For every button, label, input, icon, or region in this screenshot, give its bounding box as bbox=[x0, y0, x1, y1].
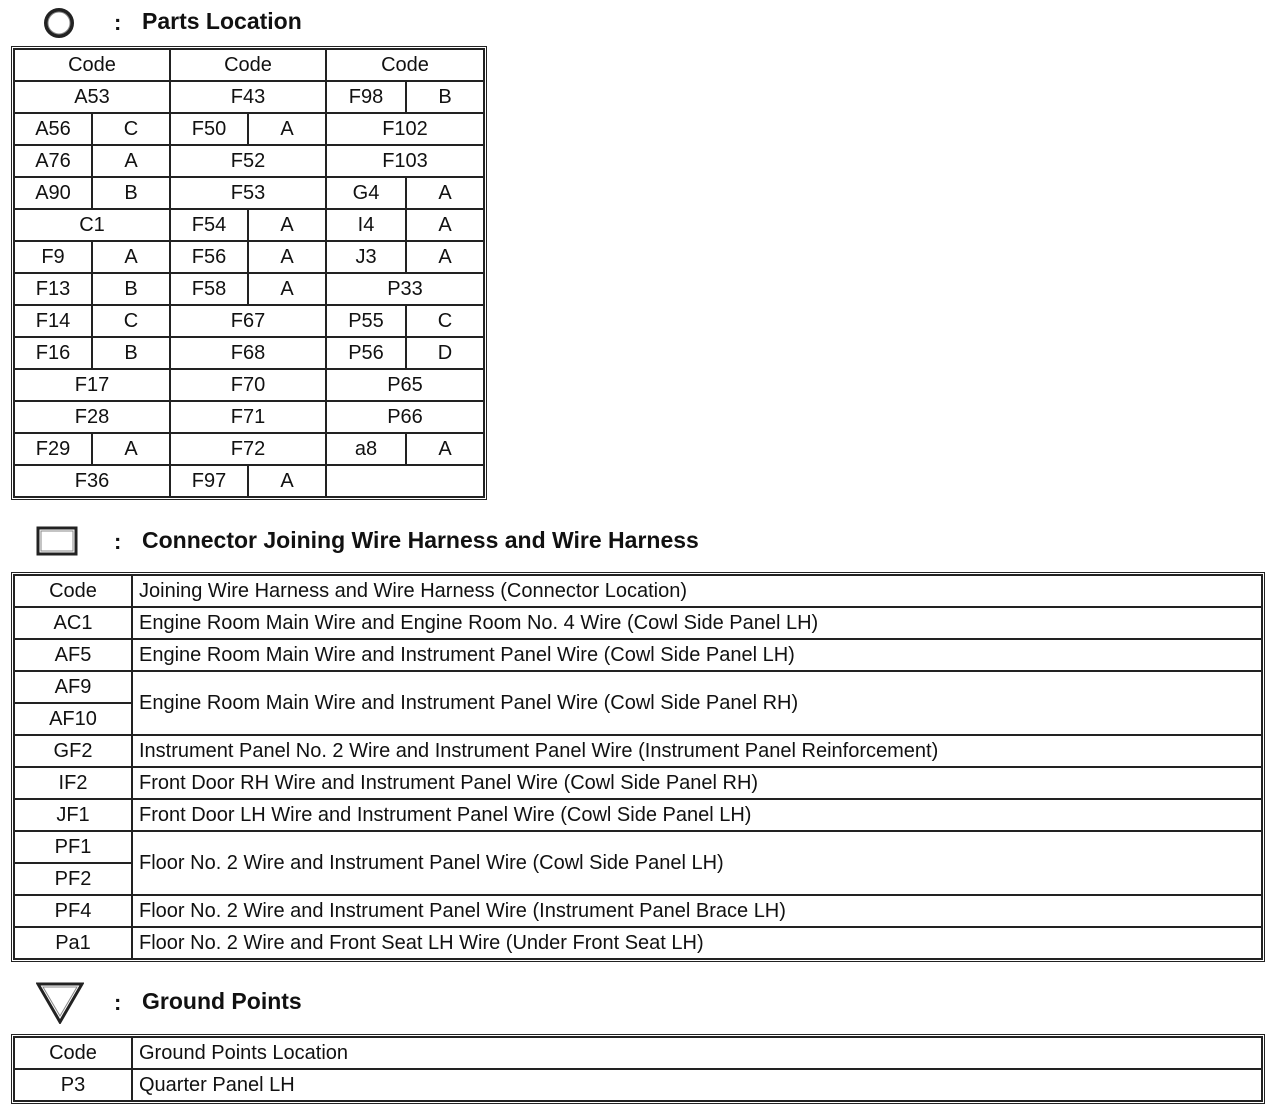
parts-row bbox=[14, 305, 484, 337]
connector-code: PF4 bbox=[14, 895, 132, 927]
code-column-header: Code bbox=[14, 1037, 132, 1069]
part-code: F70 bbox=[170, 369, 326, 401]
part-location-letter: C bbox=[92, 305, 170, 337]
part-location-letter: A bbox=[92, 145, 170, 177]
location-column-header: Ground Points Location bbox=[132, 1037, 1262, 1069]
ground-row bbox=[14, 1069, 1262, 1101]
connector-row bbox=[14, 895, 1262, 927]
part-code: A53 bbox=[14, 81, 170, 113]
connector-description: Instrument Panel No. 2 Wire and Instrument Panel Wire (Instrument Panel Reinforcement) bbox=[132, 735, 1262, 767]
connector-code: PF1 bbox=[14, 831, 132, 863]
connector-row bbox=[14, 767, 1262, 799]
parts-colon: : bbox=[114, 10, 122, 35]
triangle-symbol-icon bbox=[36, 982, 84, 1024]
part-code: F54 bbox=[170, 209, 248, 241]
part-code: P55 bbox=[326, 305, 406, 337]
part-code: C1 bbox=[14, 209, 170, 241]
ground-header-row bbox=[14, 1037, 1262, 1069]
connector-row bbox=[14, 735, 1262, 767]
part-location-letter: D bbox=[406, 337, 484, 369]
part-code: F98 bbox=[326, 81, 406, 113]
connector-row bbox=[14, 831, 1262, 863]
parts-row bbox=[14, 209, 484, 241]
connector-row bbox=[14, 607, 1262, 639]
part-code: F102 bbox=[326, 113, 484, 145]
parts-header-row bbox=[14, 49, 484, 81]
part-code: F29 bbox=[14, 433, 92, 465]
part-code: F14 bbox=[14, 305, 92, 337]
column-header: Code bbox=[14, 49, 170, 81]
parts-row bbox=[14, 241, 484, 273]
part-location-letter: A bbox=[248, 209, 326, 241]
part-code bbox=[326, 465, 484, 497]
parts-row bbox=[14, 273, 484, 305]
part-code: F58 bbox=[170, 273, 248, 305]
connector-code: Pa1 bbox=[14, 927, 132, 959]
parts-row bbox=[14, 401, 484, 433]
connector-description: Floor No. 2 Wire and Front Seat LH Wire (Under Front Seat LH) bbox=[132, 927, 1262, 959]
connector-description: Engine Room Main Wire and Instrument Panel Wire (Cowl Side Panel RH) bbox=[132, 671, 1262, 735]
ground-points-table bbox=[11, 1034, 1265, 1104]
part-code: F13 bbox=[14, 273, 92, 305]
part-code: F67 bbox=[170, 305, 326, 337]
part-code: F52 bbox=[170, 145, 326, 177]
part-location-letter: A bbox=[92, 433, 170, 465]
rectangle-symbol-icon bbox=[36, 526, 78, 556]
connector-row bbox=[14, 671, 1262, 703]
connector-code: AF10 bbox=[14, 703, 132, 735]
part-location-letter: A bbox=[248, 273, 326, 305]
part-code: F28 bbox=[14, 401, 170, 433]
column-header: Code bbox=[170, 49, 326, 81]
part-code: P65 bbox=[326, 369, 484, 401]
description-column-header: Joining Wire Harness and Wire Harness (Connector Location) bbox=[132, 575, 1262, 607]
part-code: G4 bbox=[326, 177, 406, 209]
part-location-letter: A bbox=[248, 241, 326, 273]
part-code: P33 bbox=[326, 273, 484, 305]
part-code: F71 bbox=[170, 401, 326, 433]
part-code: F36 bbox=[14, 465, 170, 497]
part-code: F16 bbox=[14, 337, 92, 369]
connector-description: Floor No. 2 Wire and Instrument Panel Wire (Instrument Panel Brace LH) bbox=[132, 895, 1262, 927]
part-location-letter: C bbox=[406, 305, 484, 337]
part-code: I4 bbox=[326, 209, 406, 241]
part-code: F72 bbox=[170, 433, 326, 465]
part-location-letter: C bbox=[92, 113, 170, 145]
parts-row bbox=[14, 177, 484, 209]
part-code: A56 bbox=[14, 113, 92, 145]
connector-row bbox=[14, 799, 1262, 831]
part-location-letter: A bbox=[248, 113, 326, 145]
parts-row bbox=[14, 81, 484, 113]
part-code: A76 bbox=[14, 145, 92, 177]
part-code: P66 bbox=[326, 401, 484, 433]
ground-code: P3 bbox=[14, 1069, 132, 1101]
part-code: J3 bbox=[326, 241, 406, 273]
part-code: F50 bbox=[170, 113, 248, 145]
parts-row bbox=[14, 337, 484, 369]
column-header: Code bbox=[326, 49, 484, 81]
parts-row bbox=[14, 113, 484, 145]
part-code: F53 bbox=[170, 177, 326, 209]
circle-symbol-icon bbox=[42, 6, 76, 40]
part-location-letter: A bbox=[406, 433, 484, 465]
part-location-letter: B bbox=[92, 273, 170, 305]
parts-location-table bbox=[11, 46, 487, 500]
ground-colon: : bbox=[114, 990, 122, 1015]
connector-row bbox=[14, 927, 1262, 959]
parts-row bbox=[14, 145, 484, 177]
connector-code: AC1 bbox=[14, 607, 132, 639]
connector-code: GF2 bbox=[14, 735, 132, 767]
part-code: F103 bbox=[326, 145, 484, 177]
parts-row bbox=[14, 465, 484, 497]
connector-code: PF2 bbox=[14, 863, 132, 895]
part-location-letter: B bbox=[92, 177, 170, 209]
part-code: P56 bbox=[326, 337, 406, 369]
part-location-letter: A bbox=[406, 209, 484, 241]
connector-header-row bbox=[14, 575, 1262, 607]
connectors-title: Connector Joining Wire Harness and Wire Harness bbox=[142, 527, 699, 553]
connector-row bbox=[14, 639, 1262, 671]
connector-table bbox=[11, 572, 1265, 962]
part-code: F56 bbox=[170, 241, 248, 273]
connector-code: JF1 bbox=[14, 799, 132, 831]
part-location-letter: A bbox=[406, 177, 484, 209]
connector-description: Front Door RH Wire and Instrument Panel Wire (Cowl Side Panel RH) bbox=[132, 767, 1262, 799]
part-location-letter: A bbox=[248, 465, 326, 497]
part-code: F17 bbox=[14, 369, 170, 401]
part-code: F97 bbox=[170, 465, 248, 497]
connector-description: Floor No. 2 Wire and Instrument Panel Wire (Cowl Side Panel LH) bbox=[132, 831, 1262, 895]
part-location-letter: B bbox=[92, 337, 170, 369]
parts-location-title: Parts Location bbox=[142, 8, 302, 34]
part-code: A90 bbox=[14, 177, 92, 209]
connector-description: Engine Room Main Wire and Engine Room No. 4 Wire (Cowl Side Panel LH) bbox=[132, 607, 1262, 639]
part-location-letter: B bbox=[406, 81, 484, 113]
code-column-header: Code bbox=[14, 575, 132, 607]
ground-points-title: Ground Points bbox=[142, 988, 302, 1014]
connector-code: AF5 bbox=[14, 639, 132, 671]
parts-row bbox=[14, 369, 484, 401]
part-code: F9 bbox=[14, 241, 92, 273]
part-location-letter: A bbox=[92, 241, 170, 273]
connector-description: Front Door LH Wire and Instrument Panel Wire (Cowl Side Panel LH) bbox=[132, 799, 1262, 831]
part-code: F68 bbox=[170, 337, 326, 369]
parts-row bbox=[14, 433, 484, 465]
ground-location: Quarter Panel LH bbox=[132, 1069, 1262, 1101]
connectors-colon: : bbox=[114, 529, 122, 554]
part-location-letter: A bbox=[406, 241, 484, 273]
part-code: a8 bbox=[326, 433, 406, 465]
connector-code: IF2 bbox=[14, 767, 132, 799]
connector-description: Engine Room Main Wire and Instrument Panel Wire (Cowl Side Panel LH) bbox=[132, 639, 1262, 671]
part-code: F43 bbox=[170, 81, 326, 113]
connector-code: AF9 bbox=[14, 671, 132, 703]
